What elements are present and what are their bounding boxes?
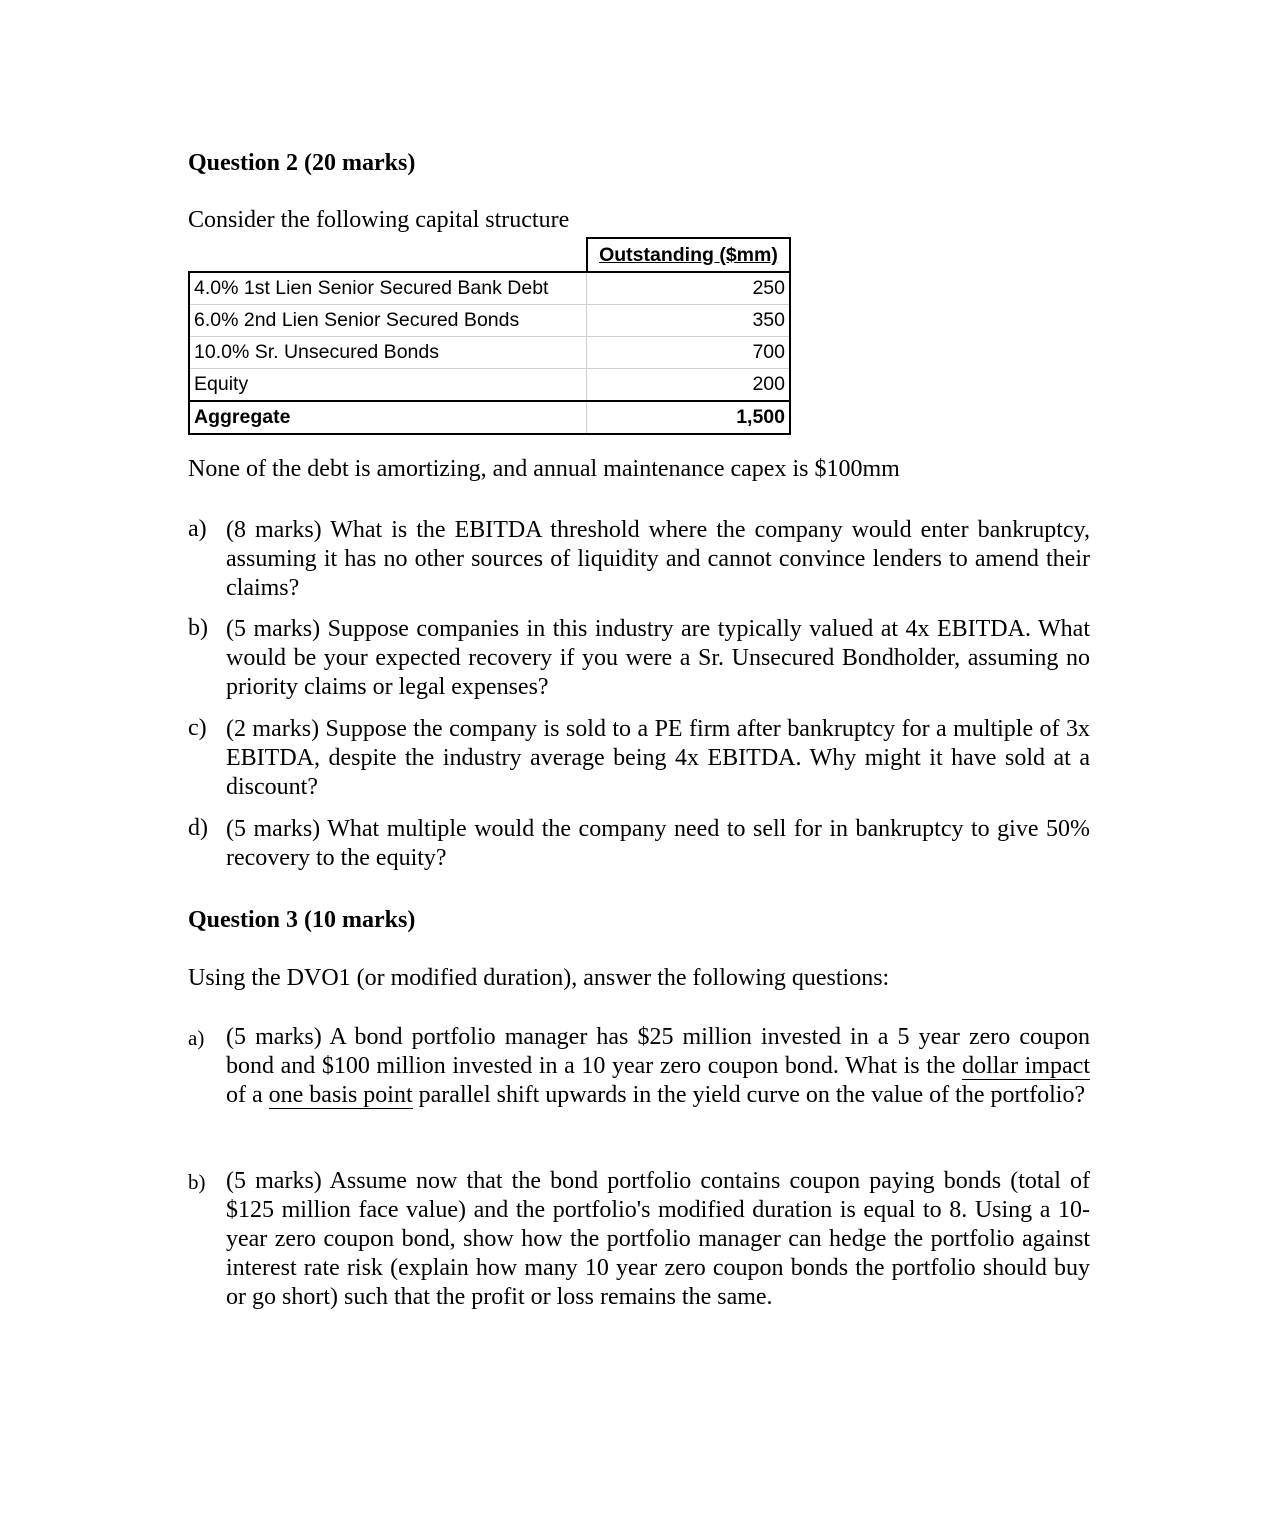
table-total-row	[189, 401, 790, 434]
row-value: 350	[587, 305, 790, 337]
row-name: 10.0% Sr. Unsecured Bonds	[189, 337, 587, 369]
question-2-note: None of the debt is amortizing, and annual maintenance capex is $100mm	[188, 456, 900, 482]
table-header-outstanding	[587, 238, 790, 272]
row-name: 6.0% 2nd Lien Senior Secured Bonds	[189, 305, 587, 337]
item-label: a)	[188, 1026, 205, 1050]
item-text: (5 marks) Assume now that the bond portfolio contains coupon paying bonds (total of $125 million face value) and the portfolio's modified duration is equal to 8. Using a 10-year zero coupon bond, show how the portfolio manager can hedge the portfolio against interest rate risk (explain how many 10 year zero coupon bonds the portfolio should buy or go short) such that the profit or loss remains the same.	[226, 1168, 1090, 1310]
item-label: d)	[188, 815, 208, 841]
table-row	[189, 337, 790, 369]
item-label: c)	[188, 715, 207, 741]
item-text: (5 marks) Suppose companies in this industry are typically valued at 4x EBITDA. What would be your expected recovery if you were a Sr. Unsecured Bondholder, assuming no priority claims or legal expenses?	[226, 616, 1090, 700]
question-3-title: Question 3 (10 marks)	[188, 907, 416, 933]
question-2-title: Question 2 (20 marks)	[188, 150, 416, 176]
item-text-part: of a	[226, 1082, 269, 1108]
row-value: 250	[587, 272, 790, 305]
one-basis-point-underlined: one basis point	[268, 1082, 413, 1108]
table-row	[189, 305, 790, 337]
table-header-blank	[189, 238, 587, 272]
row-name: Equity	[189, 369, 587, 402]
item-text-part: (5 marks) A bond portfolio manager has $25 million invested in a 5 year zero coupon bond and $100 million invested in a 10 year zero coupon bond. What is the	[226, 1024, 1090, 1079]
question-2-intro: Consider the following capital structure	[188, 207, 570, 233]
item-text	[226, 1023, 1090, 1110]
total-value: 1,500	[587, 401, 790, 434]
total-name: Aggregate	[189, 401, 587, 434]
table-header-row	[189, 238, 790, 272]
item-label: a)	[188, 516, 207, 542]
table-row	[189, 272, 790, 305]
row-name: 4.0% 1st Lien Senior Secured Bank Debt	[189, 272, 587, 305]
item-text-part: parallel shift upwards in the yield curve on the value of the portfolio?	[412, 1082, 1086, 1108]
row-value: 700	[587, 337, 790, 369]
row-value: 200	[587, 369, 790, 402]
item-text: (8 marks) What is the EBITDA threshold where the company would enter bankruptcy, assuming it has no other sources of liquidity and cannot convince lenders to amend their claims?	[226, 517, 1090, 601]
question-3-intro: Using the DVO1 (or modified duration), answer the following questions:	[188, 965, 890, 991]
dollar-impact-underlined: dollar impact	[962, 1053, 1090, 1079]
table-row	[189, 369, 790, 402]
item-text: (5 marks) What multiple would the company need to sell for in bankruptcy to give 50% recovery to the equity?	[226, 816, 1090, 871]
item-label: b)	[188, 615, 208, 641]
outstanding-header-label: Outstanding ($mm)	[599, 243, 778, 266]
capital-structure-table	[188, 237, 791, 435]
item-label: b)	[188, 1170, 206, 1194]
item-text: (2 marks) Suppose the company is sold to a PE firm after bankruptcy for a multiple of 3x EBITDA, despite the industry average being 4x EBITDA. Why might it have sold at a discount?	[226, 716, 1090, 800]
